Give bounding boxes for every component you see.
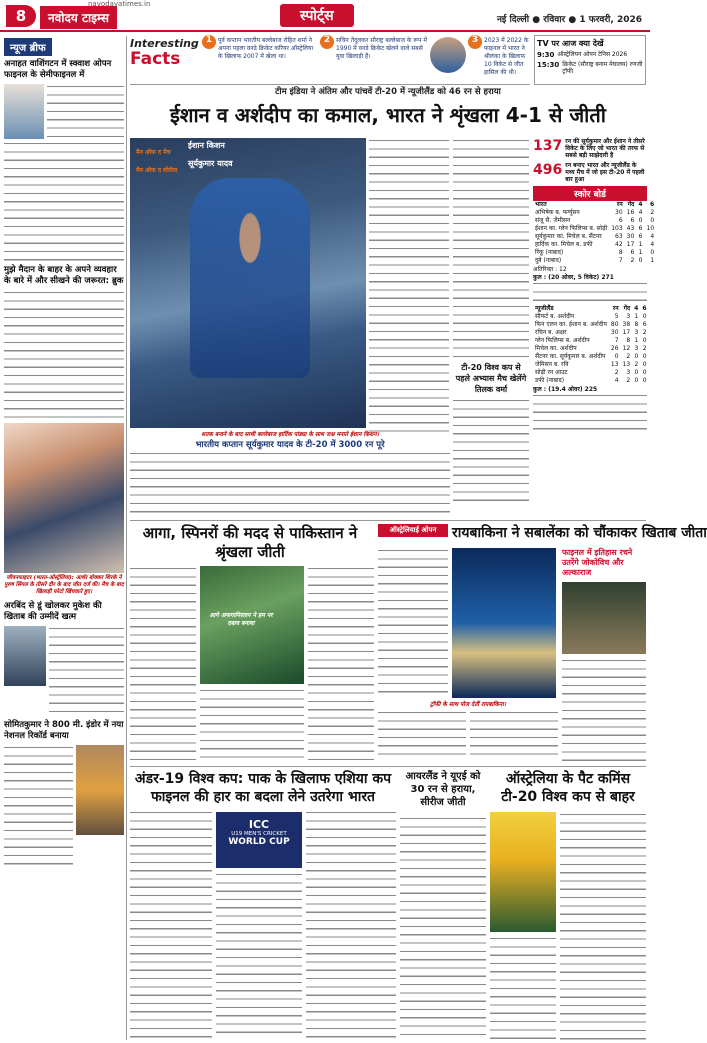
story-6-headline: ऑस्ट्रेलिया के पैट कमिंस टी-20 विश्व कप से बाहर	[501, 771, 635, 805]
story-3-headline: रायबाकिना ने सबालेंका को चौंकाकर खिताब जीता	[452, 525, 707, 541]
scoreboard-column	[533, 138, 655, 518]
score-row: सैंटनर का. सूर्यकुमार ब. अर्शदीप 0 2 0 0	[535, 353, 647, 360]
brief-story-1-title: अनाहत वाशिंगटन में स्क्वाश ओपन फाइनल के सेमीफाइनल में	[4, 59, 112, 80]
news-brief-column	[4, 36, 124, 1040]
brief-story-4-body	[4, 745, 73, 865]
dateline: नई दिल्ली ● रविवार ● 1 फरवरी, 2026	[496, 15, 642, 25]
score-row: हार्दिक का. मिचेल ब. डफी 42 17 1 4	[535, 241, 655, 248]
lead-celebration-photo	[130, 138, 366, 428]
story-3-body-1	[378, 548, 448, 698]
lead-subheadline: भारतीय कप्तान सूर्यकुमार यादव के टी-20 में 3000 रन पूरे	[195, 440, 385, 450]
story-6-body-2	[490, 936, 556, 1040]
lead-body-col-2b	[453, 398, 529, 508]
pak-quote: आगे अफगानिस्तान ने हम पर दबाव बनाया	[209, 612, 273, 627]
player-1-role: मैन ऑफ द मैच	[136, 149, 171, 156]
story-2-body-2	[200, 688, 304, 760]
lead-body-col-1	[369, 138, 449, 434]
runner-photo	[76, 745, 124, 835]
score-total-india: कुल : (20 ओवर, 5 विकेट) 271	[533, 274, 614, 281]
lead-sub-body	[130, 451, 450, 517]
score-row: दुबे (नाबाद) 7 2 0 1	[535, 257, 655, 264]
facts-logo: Interesting Facts	[130, 37, 199, 69]
fact-1: पूर्व कप्तान भारतीय बल्लेबाज रोहित शर्मा ने अपना पहला वनडे क्रिकेट करियर ऑस्ट्रेलिया के खिलाफ 2007 में खेला था।	[218, 37, 314, 60]
story-3-body-3	[470, 710, 558, 762]
newspaper-title: नवोदय टाइम्स	[40, 6, 117, 29]
player-2-role: मैन ऑफ द सीरीज	[136, 167, 178, 174]
fact-number-2: 2	[320, 35, 334, 49]
score-row: सोढ़ी रन आउट 2 3 0 0	[535, 369, 647, 376]
lead-body-col-2	[453, 138, 529, 358]
score-row: मिचेल का. अर्शदीप 26 12 3 2	[535, 345, 647, 352]
brief-label: न्यूज ब्रीफ	[4, 38, 52, 56]
story-3-tag: ऑस्ट्रेलियाई ओपन	[378, 524, 448, 537]
stat-2: 496 रन बनाए भारत और न्यूजीलैंड के मध्य मैच में जो इस टी-20 में पहली बार हुआ	[533, 162, 645, 183]
score-row: सीफर्ट ब. अर्शदीप 5 3 1 0	[535, 313, 647, 320]
story-5-body	[400, 816, 486, 1040]
story-3-side-body	[562, 658, 646, 762]
player-2-name: सूर्यकुमार यादव	[188, 159, 233, 168]
score-row: डफी (नाबाद) 4 2 0 0	[535, 377, 647, 384]
player-1-name: ईशान किशन	[188, 141, 225, 150]
tv-schedule-box	[534, 35, 646, 85]
interesting-facts-strip	[130, 35, 530, 85]
scoreboard-title: स्कोर बोर्ड	[533, 186, 647, 201]
score-row: जेमिसन ब. रवि 13 13 2 0	[535, 361, 647, 368]
score-row: रचिन ब. अक्षर 30 17 3 2	[535, 329, 647, 336]
section-title: स्पोर्ट्स	[280, 4, 354, 27]
brief-photo-caption: जीवनफाइटर (भारत-ऑस्ट्रेलिया): आर्थर बोक्कर शिरके ने पुरुष सिंगल के तीसरे दौर के बाद जीत दर्ज की। मैच के बाद खिलाड़ी फोटो खिंचवाते हुए।	[4, 575, 124, 595]
story-4-headline: अंडर-19 विश्व कप: पाक के खिलाफ एशिया कप फाइनल की हार का बदला लेने उतरेगा भारत	[134, 771, 392, 805]
fall-of-wickets-india	[533, 281, 647, 305]
tv-row-2: क्रिकेट (सौराष्ट्र बनाम मेघालय) रणजी ट्रॉफी	[562, 61, 643, 75]
lead-subheadline-2: टी-20 विश्व कप से पहले अभ्यास मैच खेलेंगे तिलक वर्मा	[455, 363, 527, 394]
story-2-headline: आगा, स्पिनरों की मदद से पाकिस्तान ने श्रृंखला जीती	[142, 524, 358, 561]
lead-kicker: टीम इंडिया ने अंतिम और पांचवें टी-20 में न्यूजीलैंड को 46 रन से हराया	[275, 87, 501, 97]
tv-title: TV पर आज क्या देखें	[537, 39, 604, 48]
score-row: सूर्यकुमार का. मिचेल ब. सैंटनर 63 30 6 4	[535, 233, 655, 240]
score-row: फिन एलन का. ईशान ब. अर्शदीप 80 38 8 6	[535, 321, 647, 328]
fact-2: सचिन तेंदुलकर सौराष्ट्र बल्लेबाज के रूप में 1990 में वनडे क्रिकेट खेलने वाले सबसे युवा खिलाड़ी हैं।	[336, 37, 427, 60]
score-extras: अतिरिक्त : 12	[533, 266, 567, 273]
story-5-headline: आयरलैंड ने यूएई को 30 रन से हराया, सीरीज जीती	[405, 771, 481, 808]
page-number: 8	[6, 5, 36, 27]
score-row: संजू सै. जैमीसन 6 6 0 0	[535, 217, 655, 224]
story-2-body-1	[130, 566, 196, 760]
scoreboard-table-nz: न्यूजीलैंड रन गेंद 4 6 सीफर्ट ब. अर्शदीप 5 3 1 0 फिन एलन का. ईशान ब. अर्शदीप 80 38 8 6 रचिन ब. अक्षर 30 17 3 2 ग्लेन फिलिप्स ब. अर्शदीप 7 8 1 0 मिचेल का. अर्शदीप 26 12 3 2 सैंटनर का. सूर्यकुमार ब. अर्शदीप 0 2 0 0 जेमिसन ब. रवि 13 13 2 0 सोढ़ी रन आउट 2 3 0 0 डफी (नाबाद) 4 2 0 0	[535, 305, 647, 384]
story-4-body-3	[306, 810, 396, 1040]
brief-story-3-title: अरबिंद से डूं खोलकर मुकेश की खिताब की उम्मीदें खत्म	[4, 601, 102, 622]
tv-row-1: ऑस्ट्रेलियन ओपन टेनिस 2026	[557, 51, 628, 58]
rybakina-trophy-photo	[452, 548, 556, 698]
score-total-nz: कुल : (19.4 ओवर) 225	[533, 386, 598, 393]
djokovic-alcaraz-photo	[562, 582, 646, 654]
scoreboard-table-india: भारत रन गेंद 4 6 अभिषेक ब. फर्ग्युसन 30 16 4 2 संजू सै. जैमीसन 6 6 0 0 ईशान का. ग्लेन फिलिप्स ब. सोढ़ी 103 43 6 10 सूर्यकुमार का. मिचेल ब. सैंटनर 63 30 6 4 हार्दिक का. मिचेल ब. डफी 42 17 1 4 रिंकू (नाबाद) 8 6 1 0 दुबे (नाबाद) 7 2 0 1	[535, 201, 655, 264]
rohit-portrait	[430, 37, 466, 73]
tennis-fan-photo	[4, 423, 124, 573]
cummins-photo	[490, 812, 556, 932]
brief-story-2-title: मुझे मैदान के बाहर के अपने व्यवहार के बारे में और सीखने की जरूरत: ब्रुक	[4, 265, 124, 286]
brief-story-1-body	[47, 84, 124, 139]
tv-time-1: 9:30	[537, 51, 555, 59]
stat-1: 137 रन की सूर्यकुमार और ईशान ने तीसरे विकेट के लिए जो भारत की तरफ से सबसे बड़ी साझेदारी है	[533, 138, 645, 159]
fact-number-3: 3	[468, 35, 482, 49]
brief-story-2-body	[4, 290, 124, 420]
score-row: अभिषेक ब. फर्ग्युसन 30 16 4 2	[535, 209, 655, 216]
fact-number-1: 1	[202, 35, 216, 49]
story-4-body-1	[130, 810, 212, 1040]
players-figure	[190, 178, 310, 378]
brief-story-3-body	[49, 626, 124, 716]
site-url: navodayatimes.in	[88, 0, 151, 8]
tv-time-2: 15:30	[537, 61, 560, 69]
score-row: ग्लेन फिलिप्स ब. अर्शदीप 7 8 1 0	[535, 337, 647, 344]
story-3-caption: ट्रॉफी के साथ पोज देतीं रायबाकिना।	[430, 702, 506, 708]
story-3-body-2	[378, 710, 466, 762]
bowling-figures	[533, 393, 647, 433]
story-4-body-2	[216, 872, 302, 1040]
story-2-body-3	[308, 566, 374, 760]
pakistan-player-photo	[200, 566, 304, 684]
score-row: रिंकू (नाबाद) 8 6 1 0	[535, 249, 655, 256]
brief-story-4-title: सोमितकुमार ने 800 मी. इंडोर में नया नेशनल रिकॉर्ड बनाया	[4, 720, 124, 741]
u19-world-cup-logo: ICC U19 MEN'S CRICKET WORLD CUP	[216, 812, 302, 868]
lead-headline: ईशान व अर्शदीप का कमाल, भारत ने शृंखला 4-1 से जीती	[170, 103, 606, 127]
story-3-side-headline: फाइनल में इतिहास रचने उतरेंगे जोकोविच और अल्काराज	[562, 548, 633, 577]
squash-player-photo	[4, 84, 44, 139]
story-6-body-1	[560, 812, 646, 1040]
fact-3: 2023 में 2022 के फाइनल में भारत ने श्रीलंका के खिलाफ 10 विकेट से जीत हासिल की थी।	[484, 37, 529, 76]
brief-story-1-body-cont	[4, 141, 124, 261]
chess-player-photo	[4, 626, 46, 686]
lead-photo-caption: शतक बनाने के बाद साथी बल्लेबाज हार्दिक पांड्या के साथ जश्न मनाते ईशान किशन।	[201, 432, 379, 438]
score-row: ईशान का. ग्लेन फिलिप्स ब. सोढ़ी 103 43 6 10	[535, 225, 655, 232]
